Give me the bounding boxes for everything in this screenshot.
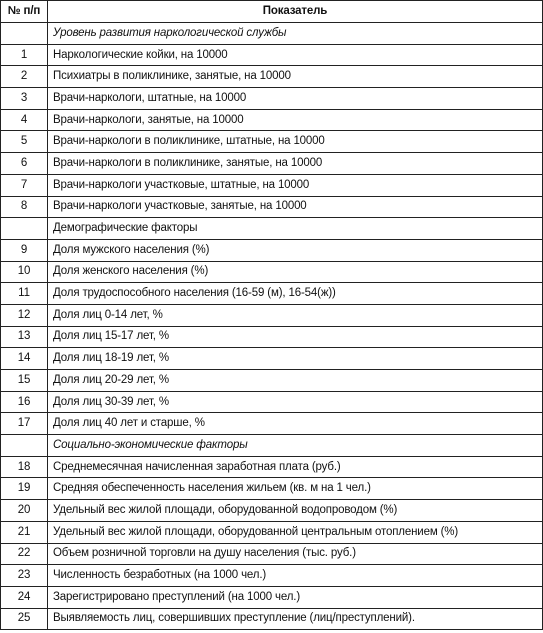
row-number: 16 — [1, 391, 48, 413]
section-heading: Социально-экономические факторы — [48, 435, 543, 457]
indicator-label: Доля лиц 15-17 лет, % — [48, 326, 543, 348]
table-header-row — [1, 1, 543, 23]
row-number: 21 — [1, 521, 48, 543]
table-row — [1, 565, 543, 587]
row-number: 14 — [1, 348, 48, 370]
table-row — [1, 456, 543, 478]
indicator-label: Доля лиц 20-29 лет, % — [48, 370, 543, 392]
row-number: 1 — [1, 44, 48, 66]
table-row — [1, 239, 543, 261]
table-row — [1, 500, 543, 522]
row-number: 4 — [1, 109, 48, 131]
table-row — [1, 304, 543, 326]
indicator-label: Доля лиц 0-14 лет, % — [48, 304, 543, 326]
indicator-label: Выявляемость лиц, совершивших преступление (лиц/преступлений). — [48, 608, 543, 630]
indicator-label: Численность безработных (на 1000 чел.) — [48, 565, 543, 587]
indicator-label: Среднемесячная начисленная заработная плата (руб.) — [48, 456, 543, 478]
indicator-label: Наркологические койки, на 10000 — [48, 44, 543, 66]
table-row — [1, 153, 543, 175]
row-number — [1, 218, 48, 240]
indicator-label: Доля мужского населения (%) — [48, 239, 543, 261]
row-number: 12 — [1, 304, 48, 326]
table-row — [1, 66, 543, 88]
indicator-label: Врачи-наркологи, штатные, на 10000 — [48, 88, 543, 110]
row-number: 6 — [1, 153, 48, 175]
header-indicator: Показатель — [48, 1, 543, 23]
table-row — [1, 174, 543, 196]
table-row — [1, 586, 543, 608]
row-number: 19 — [1, 478, 48, 500]
row-number: 15 — [1, 370, 48, 392]
row-number: 20 — [1, 500, 48, 522]
row-number: 13 — [1, 326, 48, 348]
row-number: 10 — [1, 261, 48, 283]
indicator-label: Зарегистрировано преступлений (на 1000 чел.) — [48, 586, 543, 608]
row-number: 18 — [1, 456, 48, 478]
table-row — [1, 543, 543, 565]
table-row — [1, 326, 543, 348]
table-row — [1, 88, 543, 110]
table-row — [1, 521, 543, 543]
table-row — [1, 413, 543, 435]
indicator-label: Доля лиц 40 лет и старше, % — [48, 413, 543, 435]
row-number — [1, 23, 48, 45]
row-number: 24 — [1, 586, 48, 608]
row-number: 23 — [1, 565, 48, 587]
section-row — [1, 435, 543, 457]
row-number: 22 — [1, 543, 48, 565]
table-row — [1, 608, 543, 630]
table-row — [1, 196, 543, 218]
table-row — [1, 261, 543, 283]
row-number: 17 — [1, 413, 48, 435]
indicator-label: Психиатры в поликлинике, занятые, на 10000 — [48, 66, 543, 88]
indicator-label: Средняя обеспеченность населения жильем (кв. м на 1 чел.) — [48, 478, 543, 500]
indicator-label: Удельный вес жилой площади, оборудованной водопроводом (%) — [48, 500, 543, 522]
row-number: 5 — [1, 131, 48, 153]
indicator-label: Врачи-наркологи в поликлинике, занятые, на 10000 — [48, 153, 543, 175]
row-number: 7 — [1, 174, 48, 196]
table-row — [1, 131, 543, 153]
indicator-label: Доля женского населения (%) — [48, 261, 543, 283]
indicator-label: Объем розничной торговли на душу населения (тыс. руб.) — [48, 543, 543, 565]
header-number: № п/п — [1, 1, 48, 23]
section-heading: Уровень развития наркологической службы — [48, 23, 543, 45]
indicator-label: Доля лиц 18-19 лет, % — [48, 348, 543, 370]
table-row — [1, 370, 543, 392]
indicator-label: Удельный вес жилой площади, оборудованной центральным отоплением (%) — [48, 521, 543, 543]
section-row — [1, 218, 543, 240]
table-row — [1, 44, 543, 66]
table-row — [1, 348, 543, 370]
table-row — [1, 283, 543, 305]
indicator-label: Врачи-наркологи, занятые, на 10000 — [48, 109, 543, 131]
row-number: 3 — [1, 88, 48, 110]
indicator-label: Врачи-наркологи участковые, занятые, на 10000 — [48, 196, 543, 218]
row-number: 2 — [1, 66, 48, 88]
table-row — [1, 478, 543, 500]
row-number: 11 — [1, 283, 48, 305]
row-number: 8 — [1, 196, 48, 218]
indicator-label: Врачи-наркологи участковые, штатные, на 10000 — [48, 174, 543, 196]
indicator-label: Доля трудоспособного населения (16-59 (м), 16-54(ж)) — [48, 283, 543, 305]
section-row — [1, 23, 543, 45]
row-number: 25 — [1, 608, 48, 630]
table-row — [1, 109, 543, 131]
section-heading: Демографические факторы — [48, 218, 543, 240]
indicator-label: Доля лиц 30-39 лет, % — [48, 391, 543, 413]
row-number: 9 — [1, 239, 48, 261]
table-body — [1, 23, 543, 630]
table-row — [1, 391, 543, 413]
indicator-label: Врачи-наркологи в поликлинике, штатные, на 10000 — [48, 131, 543, 153]
row-number — [1, 435, 48, 457]
